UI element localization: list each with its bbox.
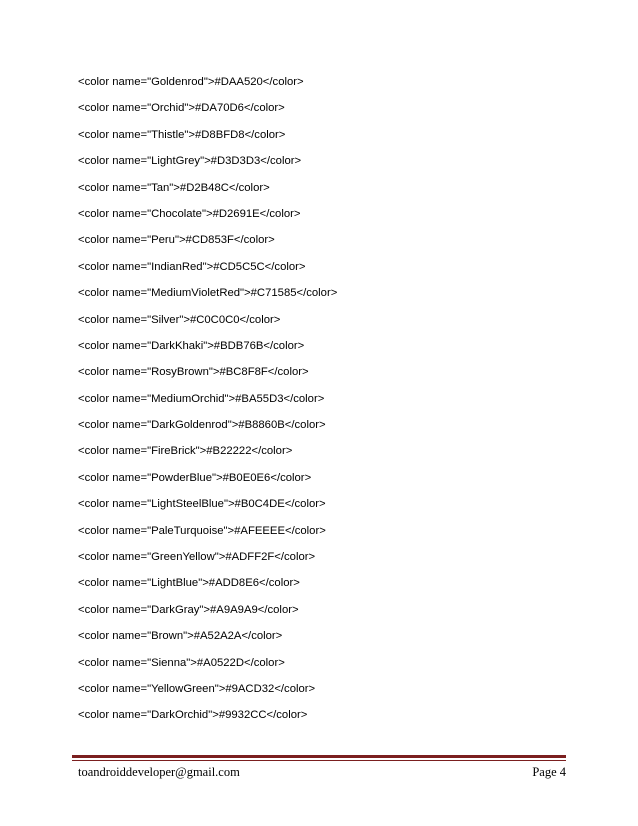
page-number: Page 4: [532, 765, 566, 779]
code-line: <color name="MediumOrchid">#BA55D3</color>: [78, 392, 325, 405]
code-lines: [78, 72, 578, 732]
footer-rule-thick: [72, 755, 566, 758]
code-line: <color name="Chocolate">#D2691E</color>: [78, 207, 301, 220]
code-line: <color name="FireBrick">#B22222</color>: [78, 445, 293, 458]
code-line: <color name="PowderBlue">#B0E0E6</color>: [78, 471, 312, 484]
code-line: <color name="Orchid">#DA70D6</color>: [78, 102, 285, 115]
code-line: <color name="LightSteelBlue">#B0C4DE</color>: [78, 498, 326, 511]
code-line: <color name="Brown">#A52A2A</color>: [78, 630, 283, 643]
code-line: <color name="Goldenrod">#DAA520</color>: [78, 76, 304, 88]
code-line: <color name="LightGrey">#D3D3D3</color>: [78, 155, 302, 168]
code-line: <color name="Thistle">#D8BFD8</color>: [78, 128, 286, 141]
footer-email: toandroiddeveloper@gmail.com: [78, 765, 240, 779]
code-line: <color name="GreenYellow">#ADFF2F</color>: [78, 551, 316, 564]
code-line: <color name="DarkGray">#A9A9A9</color>: [78, 603, 299, 616]
code-line: <color name="PaleTurquoise">#AFEEEE</color>: [78, 524, 326, 537]
code-line: <color name="LightBlue">#ADD8E6</color>: [78, 577, 300, 590]
code-line: <color name="DarkKhaki">#BDB76B</color>: [78, 339, 305, 352]
footer-rule-thin: [72, 760, 566, 761]
code-line: <color name="IndianRed">#CD5C5C</color>: [78, 260, 306, 273]
code-line: <color name="YellowGreen">#9ACD32</color>: [78, 682, 316, 695]
code-line: <color name="Peru">#CD853F</color>: [78, 234, 275, 247]
code-line: <color name="RosyBrown">#BC8F8F</color>: [78, 366, 309, 379]
code-line: <color name="Sienna">#A0522D</color>: [78, 656, 285, 669]
code-line: <color name="MediumVioletRed">#C71585</color>: [78, 287, 338, 300]
code-line: <color name="Silver">#C0C0C0</color>: [78, 313, 281, 326]
page-footer: [78, 765, 566, 780]
code-line: <color name="DarkOrchid">#9932CC</color>: [78, 709, 308, 722]
code-line: <color name="DarkGoldenrod">#B8860B</color>: [78, 419, 326, 432]
code-line: <color name="Tan">#D2B48C</color>: [78, 181, 270, 194]
